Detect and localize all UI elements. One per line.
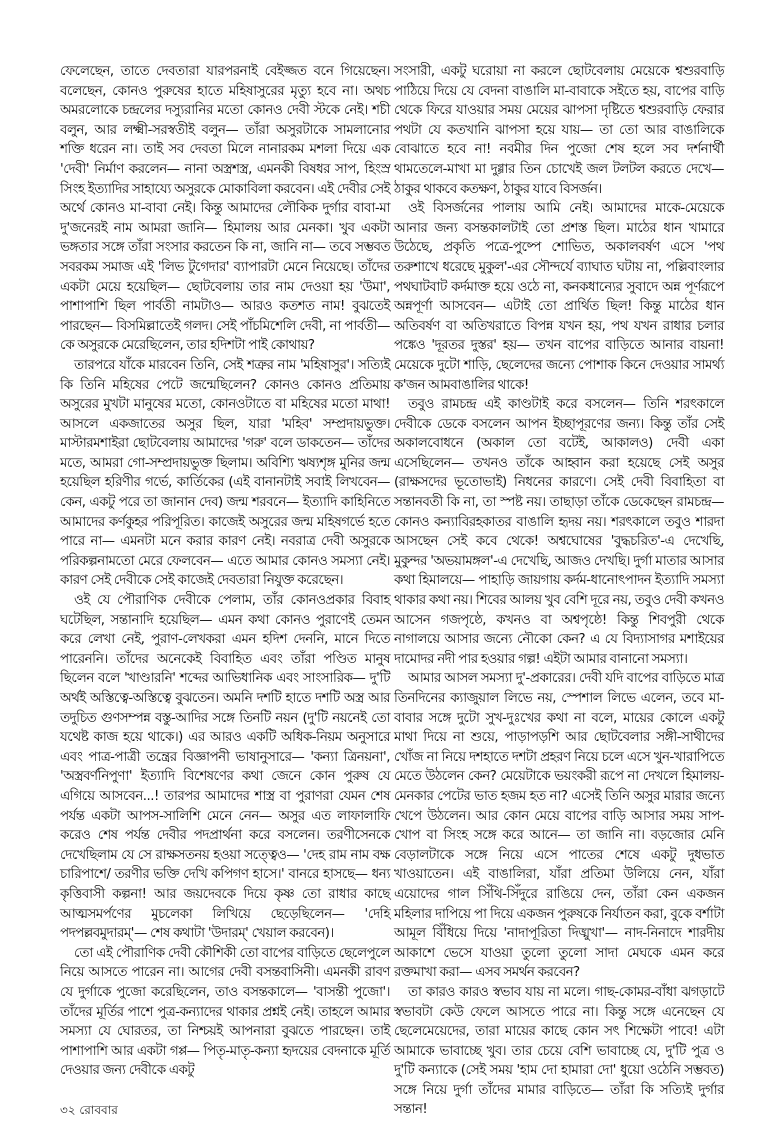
- paragraph: তবুও রামচন্দ্র এই কাণ্ডটাই করে বসলেন— তিনি শরৎকালে দেবীকে ডেকে বসলেন আপন ইচ্ছাপূরণের জন্য। কিন্তু তাঁর সেই অকালবোধনে (অকাল তো বটেই, আকালও) দেবী একা এসেছিলেন— তখনও তাঁকে আহ্বান করা হয়েছে সেই অসুর (রাক্ষসদের ভূতোভাই) নিধনের কারণে। সেই দেবী বিবাহিতা বা সন্তানবতী কি না, তা স্পষ্ট নয়। তাছাড়া তাঁকে ডেকেছেন রামচন্দ্র— কোনও কন্যাবিরহকাতর বাঙালি হৃদয় নয়। শরৎকালে তবুও শারদা আসছেন সেই কবে থেকে! অশ্বঘোষের 'বুদ্ধচরিত'-এ দেখেছি, মুকুন্দর 'অভয়ামঙ্গল'-এ দেখেছি, আজও দেখছি। দুর্গা মাতার আসার কথা হিমালয়ে— পাহাড়ি জায়গায় কর্দম-ধানোৎপাদন ইত্যাদি সমস্যা থাকার কথা নয়। শিবের আলয় খুব বেশি দূরে নয়, তবুও দেবী কখনও আসেন গজপৃষ্ঠে, কখনও বা অশ্বপৃষ্ঠে! কিন্তু শিবপুরী থেকে নাগালয়ে আসার জন্যে নৌকো কেন? এ যে বিদ্যাসাগর মশাইয়ের দামোদর নদী পার হওয়ার গল্প! এইটা আমার বানানো সমস্যা।: [394, 397, 724, 667]
- left-column: [60, 62, 390, 1081]
- paragraph: আমার আসল সমস্যা দু'-প্রকারের। দেবী যদি বাপের বাড়িতে মাত্র তিনদিনের ক্যাজুয়াল লিভে নয়, স্পেশাল লিভে এলেন, তবে মা-বাবার সঙ্গে দুটো সুখ-দুঃখের কথা না বলে, মায়ের কোলে একটু মাথা দিয়ে না শুয়ে, পাড়াপড়শি আর ছোটবেলার সঙ্গী-সাথীদের খোঁজ না নিয়ে দশহাতে দশটা প্রহরণ নিয়ে চলে এসে খুন-খারাপিতে মেতে উঠলেন কেন? মেয়েটাকে ভয়ংকরী রূপে না দেখলে হিমালয়-মেনকার পেটের ভাত হজম হত না? এসেই তিনি অসুর মারার জন্যে খেপে উঠলেন। আর কোন মেয়ে বাপের বাড়ি আসার সময় সাপ-খোপ বা সিংহ সঙ্গে করে আনে— তা জানি না। বড়জোর মেনি বেড়ালটাকে সঙ্গে নিয়ে এসে পাতের শেষে একটু দুধভাত খাওয়াতেন। এই বাঙালিরা, যাঁরা প্রতিমা উলিয়ে নেন, যাঁরা এয়োদের গাল সিঁথি-সিঁদুরে রাঙিয়ে দেন, তাঁরা কেন একজন মহিলার দাপিয়ে পা দিয়ে একজন পুরুষকে নির্যাতন করা, বুকে বর্শাটা আমূল বিঁধিয়ে দিয়ে 'নাদাপূরিতা দিঙ্মুখা'— নাদ-নিনাদে শারদীয় আকাশে ভেসে যাওয়া তুলো তুলো সাদা মেঘকে এমন করে রক্তমাখা করা— এসব সমর্থন করবেন?: [394, 671, 724, 981]
- page-number-footer: ৩২ রোববার: [60, 1103, 118, 1117]
- paragraph: তা কারও কারও স্বভাব যায় না মলে। গাছ-কোমর-বাঁধা ঝগড়াটে স্বভাবটা কেউ ফেলে আসতে পারে না। কিন্তু সঙ্গে এনেছেন যে ছেলেমেয়েদের, তারা মায়ের কাছে কোন সৎ শিক্ষেটা পাবে! এটা আমাকে ভাবাচ্ছে খুব। তার চেয়ে বেশি ভাবাচ্ছে যে, দু'টি পুত্র ও দু'টি কন্যাকে (সেই সময় 'হাম দো হামারা দো' ধুয়ো ওঠেনি সম্ভবত) সঙ্গে নিয়ে দুর্গা তাঁদের মামার বাড়িতে— তাঁরা কি সত্যিই দুর্গার সন্তান!: [394, 984, 724, 1118]
- paragraph: তারপরে যাঁকে মারবেন তিনি, সেই শত্রুর নাম 'মহিষাসুর'। সত্যিই কি তিনি মহিষের পেটে জন্মেছিলেন? কোনও কোনও প্রতিমায় অসুরের মুখটা মানুষের মতো, কোনওটাতে বা মহিষের মতো মাথা! আসলে একজাতের অসুর ছিল, যারা 'মহিব' সম্প্রদায়ভুক্ত। মাস্টারমশাইরা ছোটবেলায় আমাদের 'গরু' বলে ডাকতেন— তাঁদের মতে, আমরা গো-সম্প্রদায়ভুক্ত ছিলাম। অবিশ্যি ঋষ্যশৃঙ্গ মুনির জন্ম হয়েছিল হরিণীর গর্ভে, কার্তিকের (এই বানানটাই সবাই লিখবেন— কেন, একটু পরে তা জানান দেব) জন্ম শরবনে— ইত্যাদি কাহিনিতে আমাদের কর্ণকুহর পরিপূরিত। কাজেই অসুরের জন্ম মহিষগর্ভে হতে পারে না— এমনটা মনে করার কারণ নেই। নবরাত্র দেবী অসুরকে পরিকল্পনামতো মেরে ফেলবেন— এতে আমার কোনও সমস্যা নেই। কারণ সেই দেবীকে সেই কাজেই দেবতারা নিযুক্ত করেছেন।: [60, 357, 390, 589]
- paragraph: সংসারী, একটু ঘরোয়া না করলে ছোটবেলায় মেয়েকে শ্বশুরবাড়ি পাঠিয়ে দিয়ে যে বেদনা বাঙালি মা-বাবাকে সইতে হয়, বাপের বাড়ি থেকে ফিরে যাওয়ার সময় মেয়ের ঝাপসা দৃষ্টিতে শ্বশুরবাড়ি ফেরার পথটা যে কতখানি ঝাপসা হয়ে যায়— তা তো আর বাঙালিকে বোঝাতে হবে না! নবমীর দিন পুজো শেষ হলে সব দর্শনার্থী থামতেলে-মাখা মা দুগ্গার তিন চোখেই জল টলটল করতে দেখে— ঠাকুর থাকবে কতক্ষণ, ঠাকুর যাবে বিসর্জন।: [394, 64, 724, 197]
- paragraph: ওই বিসর্জনের পালায় আমি নেই। আমাদের মাকে-মেয়েকে আনার জন্য বসন্তকালটাই তো প্রশস্ত ছিল। মাঠের ধান খামারে উঠেছে, প্রকৃতি পত্রে-পুষ্পে শোভিত, অকালবর্ষণ এসে 'পথ তরুশাখে ধরেছে মুকুল'-এর সৌন্দর্যে ব্যাঘাত ঘটায় না, পল্লিবাংলার পথঘাটবাট কর্দমাক্ত হয়ে ওঠে না, কনকধান্যের সুবাদে অন্ন পূর্ণরূপে অন্নপূর্ণা আসবেন— এটাই তো প্রার্থিত ছিল! কিন্তু মাঠের ধান অতিবর্ষণ বা অতিখরাতে বিপন্ন যখন হয়, পথ যখন রাধার চলার পঙ্কেও 'দূরতর দুস্তর' হয়— তখন বাপের বাড়িতে আনার বায়না! মেয়েকে দুটো শাড়ি, ছেলেদের জন্যে পোশাক কিনে দেওয়ার সামর্থ্য ক'জন আমবাঙালির থাকে!: [394, 201, 724, 393]
- right-column: [394, 62, 724, 1120]
- paragraph: তো এই পৌরাণিক দেবী কৌশিকী তো বাপের বাড়িতে ছেলেপুলে নিয়ে আসতে পারেন না। আগের দেবী বসন্তবাসিনী। এমনকী রাবণ যে দুর্গাকে পুজো করেছিলেন, তাও বসন্তকালে— 'বাসন্তী পুজো'। তাঁদের মূর্তির পাশে পুত্র-কন্যাদের থাকার প্রশ্নই নেই। তাহলে আমার সমস্যা যে ঘোরতর, তা নিশ্চয়ই আপনারা বুঝতে পারছেন। তাই পাশাপাশি আর একটা গপ্প— পিতৃ-মাতৃ-কন্যা হৃদয়ের বেদনাকে মূর্তি দেওয়ার জন্য দেবীকে একটু: [60, 945, 390, 1079]
- paragraph: ফেলেছেন, তাতে দেবতারা যারপরনাই বেইজ্জত বনে গিয়েছেন। বলেছেন, কোনও পুরুষের হাতে মহিষাসুরের মৃত্যু হবে না। অথচ অমরলোকে চন্দ্রলের দস্যুরানির মতো কোনও দেবী স্টকে নেই। শচী বলুন, আর লক্ষ্মী-সরস্বতীই বলুন— তাঁরা অসুরটাকে সামলানোর শক্তি ধরেন না। তাই সব দেবতা মিলে নানারকম মশলা দিয়ে এক 'দেবী' নির্মাণ করলেন— নানা অস্ত্রশস্ত্র, এমনকী বিষধর সাপ, হিংস্র সিংহ ইত্যাদির সাহায্যে অসুরকে মোকাবিলা করবেন। এই দেবীর সেই অর্থে কোনও মা-বাবা নেই। কিন্তু আমাদের লৌকিক দুর্গার বাবা-মা দু'জনেরই নাম আমরা জানি— হিমালয় আর মেনকা। খুব একটা ভঙ্গতার সঙ্গে তাঁরা সংসার করতেন কি না, জানি না— তবে সম্ভবত সবরকম সমাজ এই 'লিভ টুগেদার' ব্যাপারটা মেনে নিয়েছে। তাঁদের একটা মেয়ে হয়েছিল— ছোটবেলায় তার নাম দেওয়া হয় 'উমা', পাশাপাশি ছিল পার্বতী নামটাও— আরও কতশত নাম! বুঝতেই পারছেন— বিসমিল্লাতেই গলদ। সেই পাঁচমিশেলি দেবী, না পার্বতী— কে অসুরকে মেরেছিলেন, তার হদিশটা পাই কোথায়?: [60, 64, 390, 354]
- paragraph: ওই যে পৌরাণিক দেবীকে পেলাম, তাঁর কোনওপ্রকার বিবাহ ঘটেছিল, সন্তানাদি হয়েছিল— এমন কথা কোনও পুরাণেই তেমন করে লেখা নেই, পুরাণ-লেখকরা এমন হদিশ দেননি, মানে দিতে পারেননি। তাঁদের অনেকেই বিবাহিত এবং তাঁরা পণ্ডিত মানুষ ছিলেন বলে 'খাণ্ডারনি' শব্দের আভিধানিক এবং সাংসারিক— দু'টি অর্থই অস্তিত্বে-অস্তিত্বে বুঝতেন। অমনি দশটি হাতে দশটি অস্ত্র আর তদুচিত গুণসম্পন্ন বস্তু-আদির সঙ্গে তিনটি নয়ন (দু'টি নয়নেই তো যথেষ্ট কাজ হয়ে থাকে।) এর আরও একটি অধিক-নিয়ম অনুসারে এবং পাত্র-পাত্রী তন্ত্রের বিজ্ঞাপনী ভাষানুসারে— 'কন্যা ত্রিনয়না', 'অস্ত্রবর্ণনিপুণা' ইত্যাদি বিশেষণের কথা জেনে কোন পুরুষ যে এগিয়ে আসবেন...! তারপর আমাদের শাস্ত্র বা পুরাণরা যেমন শেষ পর্যন্ত একটা আপস-সালিশি মেনে নেন— অসুর এত লাফালাফি করেও শেষ পর্যন্ত দেবীর পদপ্রার্থনা করে বসলেন। তরণীসেনকে দেখেছিলাম যে সে রাক্ষসতনয় হওয়া সত্ত্বেও— 'দেহ রাম নাম বক্ষ চারিপাশে/ তরণীর ভক্তি দেখি কপিগণ হাসে।' বানরে হাসছে— ধন্য কৃত্তিবাসী কল্পনা! আর জয়দেবকে দিয়ে কৃষ্ণ তো রাধার কাছে আত্মসমর্পণের মুচলেকা লিখিয়ে ছেড়েছিলেন— 'দেহি পদপল্লবমুদারম্'— শেষ কথাটা 'উদারম্' খেয়াল করবেন)।: [60, 593, 390, 942]
